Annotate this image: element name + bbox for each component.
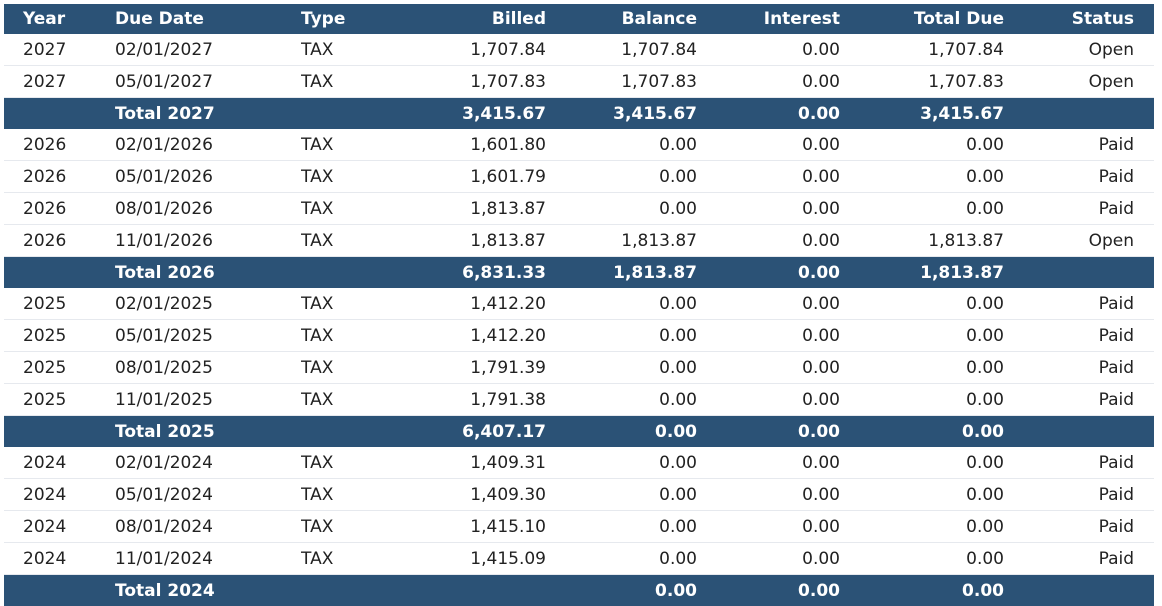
cell-interest: 0.00 (697, 161, 840, 193)
cell-year: 2025 (4, 352, 115, 384)
cell-billed: 1,412.20 (411, 288, 546, 320)
subtotal-label: Total 2025 (115, 416, 301, 448)
cell-due-date: 05/01/2024 (115, 479, 301, 511)
cell-total-due: 0.00 (840, 193, 1006, 225)
cell-billed: 1,415.09 (411, 543, 546, 575)
cell-status: Paid (1006, 543, 1154, 575)
cell-status: Paid (1006, 161, 1154, 193)
cell-year: 2025 (4, 320, 115, 352)
cell-total-due: 1,813.87 (840, 225, 1006, 257)
cell-total-due: 0.00 (840, 384, 1006, 416)
subtotal-row (4, 575, 1154, 606)
cell-total-due: 0.00 (840, 479, 1006, 511)
cell-type: TAX (301, 193, 411, 225)
cell-status: Open (1006, 34, 1154, 66)
subtotal-empty-cell (301, 575, 411, 606)
cell-billed: 1,707.83 (411, 66, 546, 98)
subtotal-interest: 0.00 (697, 98, 840, 130)
subtotal-empty-cell (301, 98, 411, 130)
table-row (4, 129, 1154, 161)
cell-balance: 1,813.87 (546, 225, 697, 257)
cell-year: 2025 (4, 384, 115, 416)
header-due-date: Due Date (115, 4, 301, 34)
cell-type: TAX (301, 161, 411, 193)
cell-billed: 1,409.30 (411, 479, 546, 511)
cell-type: TAX (301, 511, 411, 543)
cell-balance: 0.00 (546, 193, 697, 225)
cell-due-date: 11/01/2025 (115, 384, 301, 416)
header-billed: Billed (411, 4, 546, 34)
table-row (4, 543, 1154, 575)
cell-type: TAX (301, 447, 411, 479)
subtotal-total-due: 3,415.67 (840, 98, 1006, 130)
table-row (4, 66, 1154, 98)
cell-billed: 1,813.87 (411, 225, 546, 257)
table-row (4, 352, 1154, 384)
cell-due-date: 11/01/2024 (115, 543, 301, 575)
cell-billed: 1,415.10 (411, 511, 546, 543)
subtotal-empty-cell (1006, 416, 1154, 448)
cell-total-due: 1,707.84 (840, 34, 1006, 66)
cell-due-date: 08/01/2025 (115, 352, 301, 384)
cell-status: Paid (1006, 352, 1154, 384)
cell-type: TAX (301, 225, 411, 257)
cell-balance: 0.00 (546, 288, 697, 320)
cell-interest: 0.00 (697, 447, 840, 479)
subtotal-total-due: 0.00 (840, 416, 1006, 448)
subtotal-balance: 1,813.87 (546, 257, 697, 289)
cell-type: TAX (301, 66, 411, 98)
cell-status: Open (1006, 225, 1154, 257)
cell-balance: 0.00 (546, 129, 697, 161)
cell-balance: 0.00 (546, 352, 697, 384)
cell-balance: 1,707.84 (546, 34, 697, 66)
cell-balance: 0.00 (546, 447, 697, 479)
cell-balance: 0.00 (546, 320, 697, 352)
table-row (4, 479, 1154, 511)
cell-status: Paid (1006, 129, 1154, 161)
cell-due-date: 05/01/2027 (115, 66, 301, 98)
cell-interest: 0.00 (697, 66, 840, 98)
cell-total-due: 0.00 (840, 320, 1006, 352)
table-row (4, 320, 1154, 352)
table-row (4, 288, 1154, 320)
cell-total-due: 0.00 (840, 161, 1006, 193)
cell-interest: 0.00 (697, 288, 840, 320)
header-status: Status (1006, 4, 1154, 34)
cell-due-date: 05/01/2025 (115, 320, 301, 352)
subtotal-empty-cell (1006, 575, 1154, 606)
subtotal-interest: 0.00 (697, 575, 840, 606)
subtotal-empty-cell (301, 416, 411, 448)
cell-billed: 1,412.20 (411, 320, 546, 352)
table-header-row (4, 4, 1154, 34)
cell-type: TAX (301, 479, 411, 511)
cell-balance: 0.00 (546, 479, 697, 511)
tax-bill-table (4, 4, 1154, 606)
subtotal-empty-cell (1006, 98, 1154, 130)
cell-billed: 1,791.38 (411, 384, 546, 416)
table-row (4, 34, 1154, 66)
subtotal-label: Total 2026 (115, 257, 301, 289)
cell-interest: 0.00 (697, 543, 840, 575)
cell-billed: 1,409.31 (411, 447, 546, 479)
cell-status: Paid (1006, 320, 1154, 352)
cell-due-date: 02/01/2027 (115, 34, 301, 66)
cell-due-date: 08/01/2024 (115, 511, 301, 543)
subtotal-empty-cell (4, 575, 115, 606)
header-year: Year (4, 4, 115, 34)
cell-type: TAX (301, 288, 411, 320)
cell-balance: 0.00 (546, 511, 697, 543)
subtotal-billed: 3,415.67 (411, 98, 546, 130)
cell-type: TAX (301, 543, 411, 575)
cell-year: 2027 (4, 34, 115, 66)
cell-year: 2026 (4, 193, 115, 225)
cell-interest: 0.00 (697, 352, 840, 384)
tax-bill-table-container (4, 4, 1154, 606)
cell-total-due: 0.00 (840, 288, 1006, 320)
subtotal-billed: 6,831.33 (411, 257, 546, 289)
header-interest: Interest (697, 4, 840, 34)
cell-due-date: 08/01/2026 (115, 193, 301, 225)
subtotal-total-due: 0.00 (840, 575, 1006, 606)
cell-interest: 0.00 (697, 225, 840, 257)
cell-year: 2024 (4, 447, 115, 479)
cell-billed: 1,791.39 (411, 352, 546, 384)
cell-type: TAX (301, 384, 411, 416)
cell-interest: 0.00 (697, 479, 840, 511)
subtotal-empty-cell (1006, 257, 1154, 289)
header-total-due: Total Due (840, 4, 1006, 34)
subtotal-label: Total 2027 (115, 98, 301, 130)
header-balance: Balance (546, 4, 697, 34)
cell-interest: 0.00 (697, 34, 840, 66)
subtotal-billed-blurred (411, 575, 546, 606)
subtotal-total-due: 1,813.87 (840, 257, 1006, 289)
table-row (4, 511, 1154, 543)
cell-due-date: 02/01/2024 (115, 447, 301, 479)
cell-year: 2026 (4, 129, 115, 161)
cell-year: 2024 (4, 511, 115, 543)
cell-interest: 0.00 (697, 193, 840, 225)
cell-total-due: 1,707.83 (840, 66, 1006, 98)
subtotal-empty-cell (4, 416, 115, 448)
cell-total-due: 0.00 (840, 129, 1006, 161)
subtotal-interest: 0.00 (697, 416, 840, 448)
cell-due-date: 11/01/2026 (115, 225, 301, 257)
cell-due-date: 02/01/2026 (115, 129, 301, 161)
cell-billed: 1,813.87 (411, 193, 546, 225)
cell-interest: 0.00 (697, 320, 840, 352)
cell-status: Paid (1006, 511, 1154, 543)
cell-total-due: 0.00 (840, 447, 1006, 479)
cell-year: 2027 (4, 66, 115, 98)
cell-total-due: 0.00 (840, 511, 1006, 543)
cell-year: 2024 (4, 543, 115, 575)
cell-year: 2026 (4, 225, 115, 257)
cell-total-due: 0.00 (840, 352, 1006, 384)
cell-type: TAX (301, 129, 411, 161)
cell-balance: 1,707.83 (546, 66, 697, 98)
cell-interest: 0.00 (697, 511, 840, 543)
cell-type: TAX (301, 352, 411, 384)
cell-status: Paid (1006, 447, 1154, 479)
cell-billed: 1,601.79 (411, 161, 546, 193)
cell-status: Open (1006, 66, 1154, 98)
cell-year: 2026 (4, 161, 115, 193)
subtotal-row (4, 257, 1154, 289)
subtotal-balance: 3,415.67 (546, 98, 697, 130)
subtotal-interest: 0.00 (697, 257, 840, 289)
cell-year: 2024 (4, 479, 115, 511)
cell-type: TAX (301, 34, 411, 66)
cell-due-date: 02/01/2025 (115, 288, 301, 320)
subtotal-balance: 0.00 (546, 575, 697, 606)
cell-status: Paid (1006, 193, 1154, 225)
subtotal-empty-cell (301, 257, 411, 289)
subtotal-empty-cell (4, 257, 115, 289)
cell-balance: 0.00 (546, 543, 697, 575)
cell-balance: 0.00 (546, 161, 697, 193)
subtotal-billed: 6,407.17 (411, 416, 546, 448)
cell-type: TAX (301, 320, 411, 352)
subtotal-label: Total 2024 (115, 575, 301, 606)
cell-status: Paid (1006, 288, 1154, 320)
subtotal-row (4, 98, 1154, 130)
cell-balance: 0.00 (546, 384, 697, 416)
cell-year: 2025 (4, 288, 115, 320)
cell-status: Paid (1006, 479, 1154, 511)
cell-billed: 1,707.84 (411, 34, 546, 66)
table-row (4, 447, 1154, 479)
subtotal-row (4, 416, 1154, 448)
header-type: Type (301, 4, 411, 34)
table-row (4, 384, 1154, 416)
cell-interest: 0.00 (697, 384, 840, 416)
table-row (4, 225, 1154, 257)
cell-interest: 0.00 (697, 129, 840, 161)
subtotal-empty-cell (4, 98, 115, 130)
table-row (4, 161, 1154, 193)
cell-total-due: 0.00 (840, 543, 1006, 575)
cell-billed: 1,601.80 (411, 129, 546, 161)
subtotal-balance: 0.00 (546, 416, 697, 448)
cell-status: Paid (1006, 384, 1154, 416)
cell-due-date: 05/01/2026 (115, 161, 301, 193)
table-row (4, 193, 1154, 225)
